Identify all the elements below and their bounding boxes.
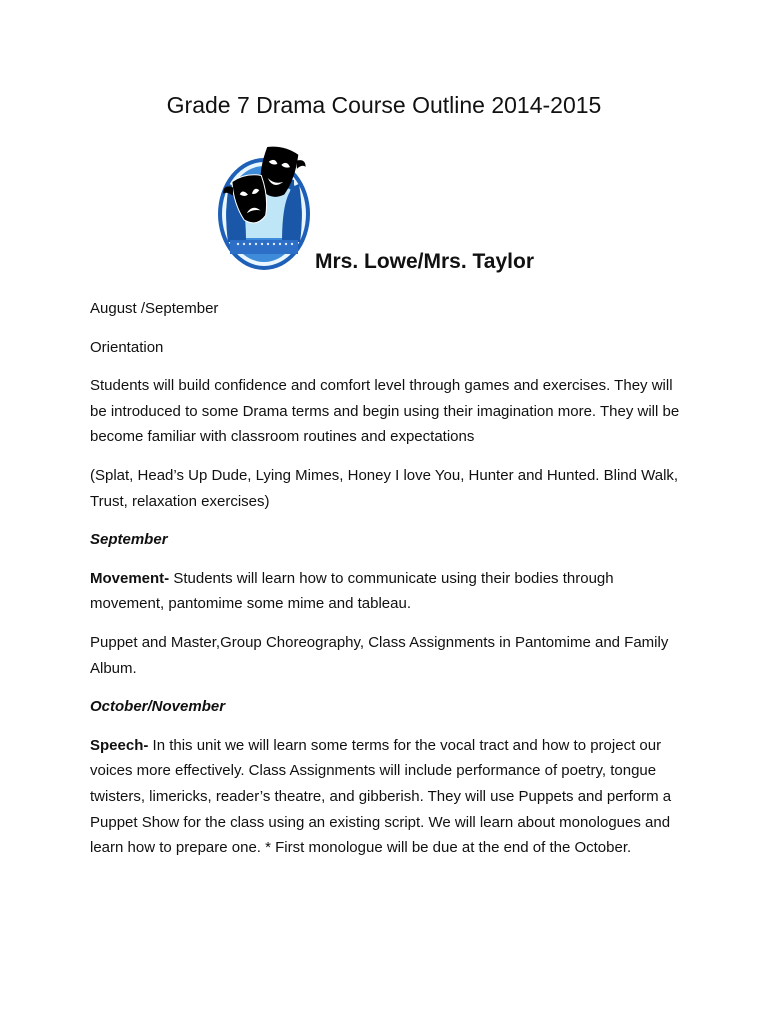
speech-paragraph: [90, 733, 690, 861]
speech-lead: Speech-: [90, 736, 149, 754]
drama-masks-icon: [216, 144, 312, 272]
speech-description: In this unit we will learn some terms for the vocal tract and how to project our voices more effectively. Class Assignments will include performance of poetry, tongue twisters, limericks, reader’s theatre, and gibberish. They will use Puppets and perform a Puppet Show for the class using an existing script. We will learn about monologues and learn how to prepare one. * First monologue will be due at the end of the October.: [90, 736, 672, 857]
orientation-heading: Orientation: [90, 338, 164, 356]
september-heading: September: [90, 531, 168, 549]
document-title: Grade 7 Drama Course Outline 2014-2015: [166, 92, 602, 118]
orientation-description: Students will build confidence and comfort level through games and exercises. They will be introduced to some Drama terms and begin using their imagination more. They will be become familiar with classroom routines and expectations: [90, 377, 680, 446]
oct-nov-heading: October/November: [90, 698, 226, 716]
teacher-names: Mrs. Lowe/Mrs. Taylor: [315, 250, 534, 273]
movement-activities: Puppet and Master,Group Choreography, Class Assignments in Pantomime and Family Album.: [90, 633, 669, 677]
orientation-activities: (Splat, Head’s Up Dude, Lying Mimes, Honey I love You, Hunter and Hunted. Blind Walk, Trust, relaxation exercises): [90, 466, 679, 510]
movement-lead: Movement-: [90, 569, 170, 587]
course-outline-body: [90, 296, 690, 874]
movement-paragraph: [90, 566, 690, 617]
movement-description: Students will learn how to communicate using their bodies through movement, pantomime some mime and tableau.: [90, 569, 614, 613]
aug-sep-heading: August /September: [90, 300, 219, 317]
